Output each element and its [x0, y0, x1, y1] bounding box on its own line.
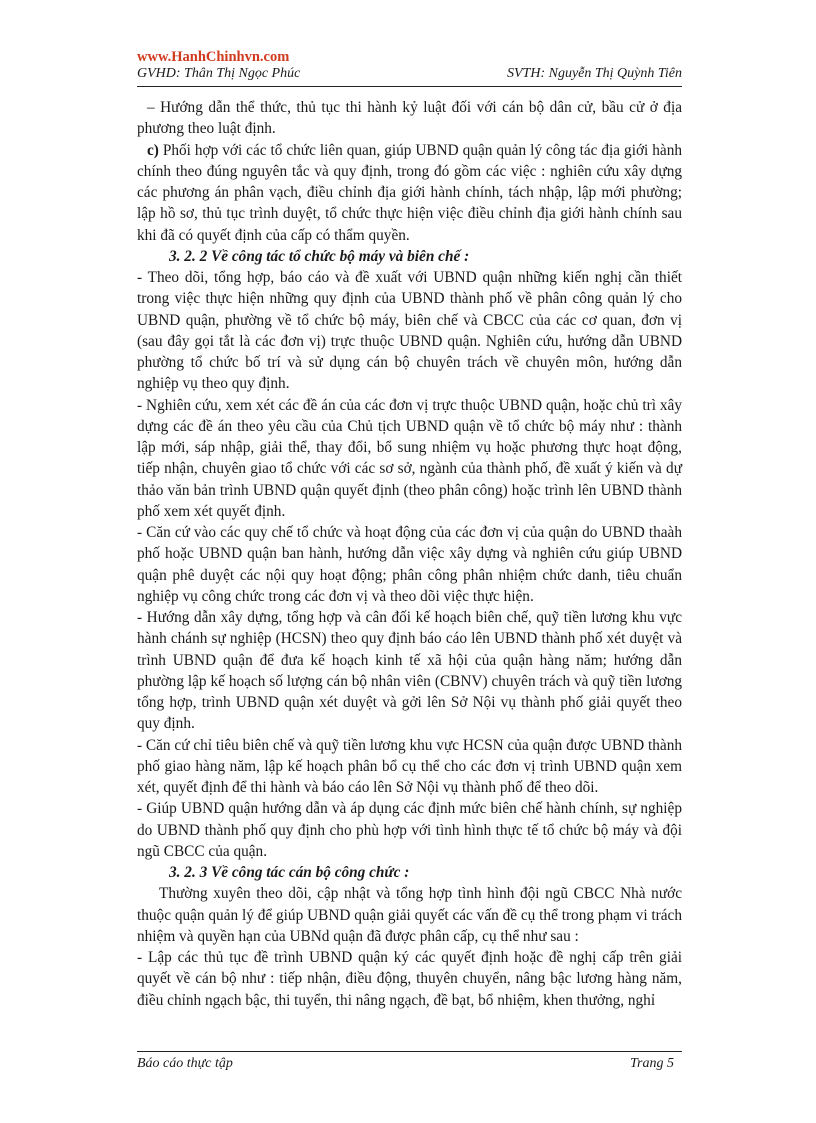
paragraph: - Theo dõi, tổng hợp, báo cáo và đề xuất với UBND quận những kiến nghị cần thiết trong việc thực hiện những quy định của UBND thành phố về phân công quản lý cho UBND quận, phường về tổ chức bộ máy, biên chế và CBCC của các cơ quan, đơn vị (sau đây gọi tắt là các đơn vị) trực thuộc UBND quận. Nghiên cứu, hướng dẫn UBND phường tổ chức bố trí và sử dụng cán bộ chuyên trách về chuyên môn, hướng dẫn nghiệp vụ theo quy định. — [137, 269, 682, 393]
paragraph: – Hướng dẫn thể thức, thủ tục thi hành kỷ luật đối với cán bộ dân cử, bầu cử ở địa phương theo luật định. — [137, 99, 682, 138]
paragraph: - Lập các thủ tục đề trình UBND quận ký các quyết định hoặc đề nghị cấp trên giải quyết về cán bộ như : tiếp nhận, điều động, thuyên chuyển, nâng bậc lương hàng năm, điều chỉnh ngạch bậc, thi tuyển, thi nâng ngạch, đề bạt, bổ nhiệm, khen thưởng, nghỉ — [137, 949, 682, 1009]
footer-title: Báo cáo thực tập — [137, 1056, 233, 1071]
section-heading: 3. 2. 3 Về công tác cán bộ công chức : — [169, 864, 410, 881]
paragraph: - Căn cứ vào các quy chế tổ chức và hoạt động của các đơn vị của quận do UBND thaàh phố hoặc UBND quận ban hành, hướng dẫn việc xây dựng và nghiên cứu giúp UBND quận phê duyệt các nội quy hoạt động; phân công phân nhiệm chức danh, tiêu chuẩn nghiệp vụ công chức trong các đơn vị và theo dõi việc thực hiện. — [137, 524, 682, 605]
paragraph — [137, 140, 682, 246]
paragraph: - Giúp UBND quận hướng dẫn và áp dụng các định mức biên chế hành chính, sự nghiệp do UBND thành phố quy định cho phù hợp với tình hình thực tế tổ chức bộ máy và đội ngũ CBCC của quận. — [137, 800, 682, 860]
document-body — [137, 97, 682, 1011]
paragraph: - Hướng dẫn xây dựng, tổng hợp và cân đối kế hoạch biên chế, quỹ tiền lương khu vực hành chánh sự nghiệp (HCSN) theo quy định báo cáo lên UBND thành phố xét duyệt và trình UBND quận để đưa kế hoạch kinh tế xã hội của quận hàng năm; hướng dẫn phường lập kế hoạch số lượng cán bộ nhân viên (CBNV) chuyên trách và quỹ tiền lương tổng hợp, trình UBND quận xét duyệt và gởi lên Sở Nội vụ thành phố giải quyết theo quy định. — [137, 609, 682, 733]
list-label: c) — [147, 141, 159, 159]
footer-divider — [137, 1051, 682, 1052]
page-number: Trang 5 — [630, 1056, 674, 1071]
paragraph: - Căn cứ chỉ tiêu biên chế và quỹ tiền lương khu vực HCSN của quận được UBND thành phố giao hàng năm, lập kế hoạch phân bổ cụ thể cho các đơn vị trình UBND quận xem xét, quyết định để thi hành và báo cáo lên Sở Nội vụ thành phố để theo dõi. — [137, 736, 682, 796]
paragraph-text: Phối hợp với các tổ chức liên quan, giúp UBND quận quản lý công tác địa giới hành chính theo đúng nguyên tắc và quy định, trong đó gồm các việc : nghiên cứu xây dựng các phương án phân vạch, điều chỉnh địa giới hành chính, tách nhập, lập mới phường; lập hồ sơ, thủ tục trình duyệt, tổ chức thực hiện việc điều chỉnh địa giới hành chính sau khi đã có quyết định của cấp có thẩm quyền. — [137, 141, 682, 244]
section-heading: 3. 2. 2 Về công tác tổ chức bộ máy và biên chế : — [169, 247, 470, 265]
website-url: www.HanhChinhvn.com — [137, 49, 290, 65]
paragraph: Thường xuyên theo dõi, cập nhật và tổng hợp tình hình đội ngũ CBCC Nhà nước thuộc quận quản lý để giúp UBND quận giải quyết các vấn đề cụ thể trong phạm vi trách nhiệm và quyền hạn của UBNd quận đã được phân cấp, cụ thể như sau : — [137, 885, 682, 945]
student-name: SVTH: Nguyễn Thị Quỳnh Tiên — [507, 66, 682, 81]
instructor-name: GVHD: Thân Thị Ngọc Phúc — [137, 66, 301, 81]
paragraph: - Nghiên cứu, xem xét các đề án của các đơn vị trực thuộc UBND quận, hoặc chủ trì xây dựng các đề án theo yêu cầu của Chủ tịch UBND quận về tổ chức bộ máy như : thành lập mới, sáp nhập, giải thể, thay đổi, bổ sung nhiệm vụ hoặc phương thực hoạt động, tiếp nhận, chuyên giao tổ chức với các sơ sở, ngành của thành phố, đề xuất ý kiến và dự thảo văn bản trình UBND quận quyết định (theo phân công) hoặc trình lên UBND thành phố xem xét quyết định. — [137, 396, 682, 520]
header-divider — [137, 86, 682, 87]
